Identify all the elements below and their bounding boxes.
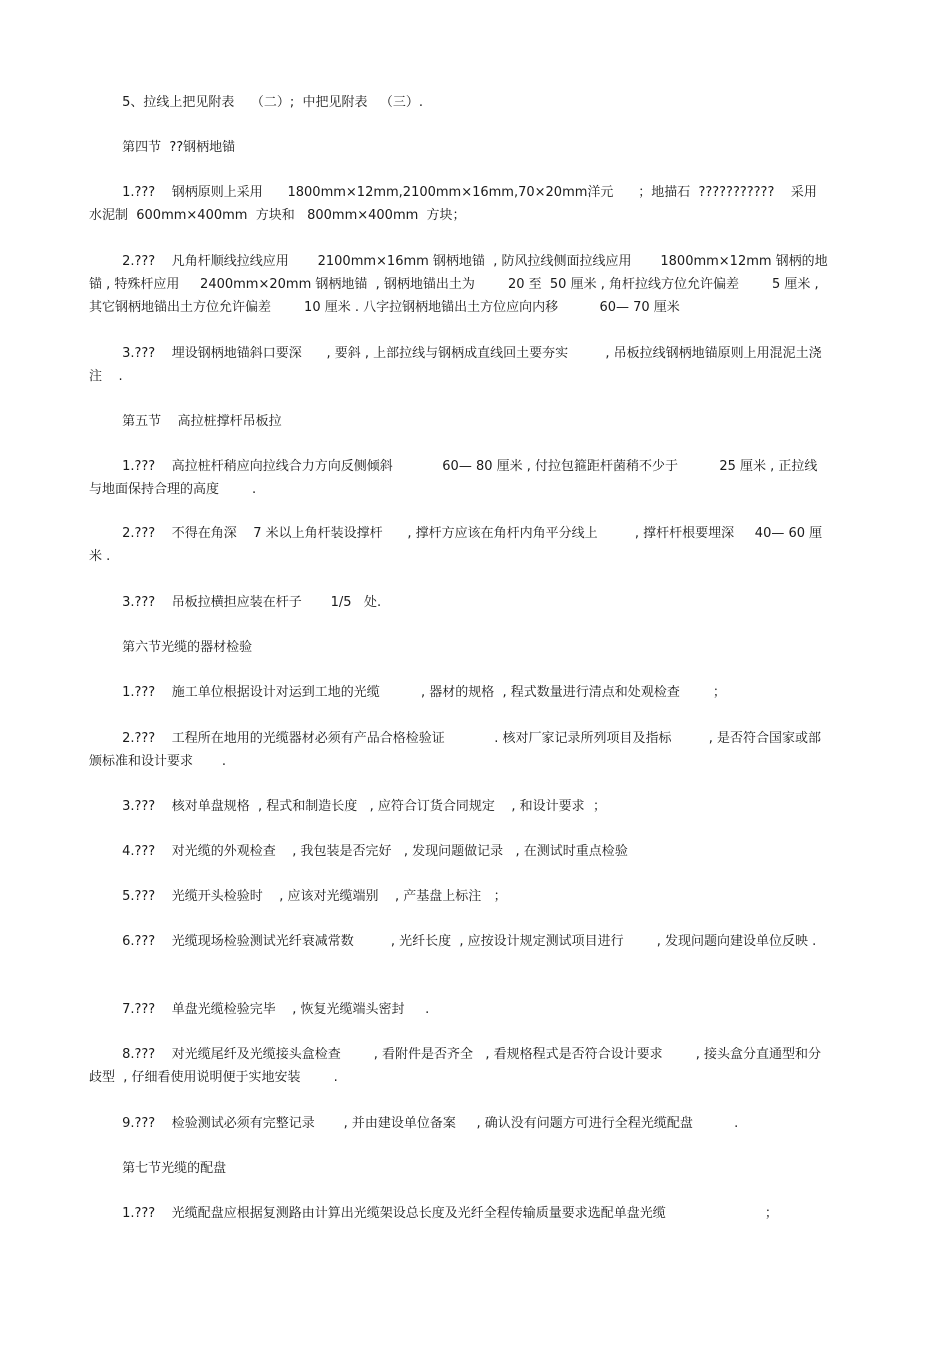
section-6-item-4: 4.??? 对光缆的外观检查 , 我包装是否完好 , 发现问题做记录 , 在测试时重点检验 [89,844,628,859]
section-5-heading: 第五节 高拉桩撑杆吊板拉 [89,414,282,429]
section-6-item-3: 3.??? 核对单盘规格 , 程式和制造长度 , 应符合订货合同规定 , 和设计要求 ； [89,799,606,814]
section-5-item-3: 3.??? 吊板拉横担应装在杆子 1/5 处. [89,595,382,610]
section-6-item-5: 5.??? 光缆开头检验时 , 应该对光缆端别 , 产基盘上标注 ； [89,889,507,904]
section-4-item-1: 1.??? 钢柄原则上采用 1800mm×12mm,2100mm×16mm,70×20mm洋元 ；地描石 ??????????? 采用水泥制 600mm×400mm 方块和 800mm×400mm 方块； [89,185,817,223]
section-5-item-1: 1.??? 高拉桩杆稍应向拉线合力方向反侧倾斜 60— 80 厘米 , 付拉包箍距杆菌稍不少于 25 厘米 , 正拉线与地面保持合理的高度 . [89,459,818,497]
section-6-item-6: 6.??? 光缆现场检验测试光纤衰减常数 , 光纤长度 , 应按设计规定测试项目进行 , 发现问题向建设单位反映 . [89,934,817,949]
section-6-heading: 第六节光缆的器材检验 [89,640,253,655]
section-6-item-9: 9.??? 检验测试必须有完整记录 , 并由建设单位备案 , 确认没有问题方可进行全程光缆配盘 . [89,1116,739,1131]
section-6-item-7: 7.??? 单盘光缆检验完毕 , 恢复光缆端头密封 . [89,1002,430,1017]
section-7-heading: 第七节光缆的配盘 [89,1161,227,1176]
section-5-item-2: 2.??? 不得在角深 7 米以上角杆装设撑杆 , 撑杆方应该在角杆内角平分线上 , 撑杆杆根要埋深 40— 60 厘米 . [89,526,823,564]
section-7-item-1: 1.??? 光缆配盘应根据复测路由计算出光缆架设总长度及光纤全程传输质量要求选配单盘光缆 ； [89,1206,778,1221]
section-6-item-1: 1.??? 施工单位根据设计对运到工地的光缆 , 器材的规格 , 程式数量进行清点和处观检查 ； [89,685,726,700]
section-4-item-2: 2.??? 凡角杆顺线拉线应用 2100mm×16mm 钢柄地锚 , 防风拉线侧面拉线应用 1800mm×12mm 钢柄的地锚 , 特殊杆应用 2400mm×20mm 钢柄地锚 , 钢柄地锚出土为 20 至 50 厘米 , 角杆拉线方位允许偏差 5 厘米 , 其它钢柄地锚出土方位允许偏差 10 厘米 . 八字拉钢柄地锚出土方位应向内移 60— 70 厘米 [89,254,828,315]
paragraph-fujian: 5、拉线上把见附表 （二）; 中把见附表 （三）. [89,95,424,110]
section-4-item-3: 3.??? 埋设钢柄地锚斜口要深 , 要斜 , 上部拉线与钢柄成直线回土要夯实 , 吊板拉线钢柄地锚原则上用混泥土浇注 . [89,346,822,384]
section-6-item-2: 2.??? 工程所在地用的光缆器材必须有产品合格检验证 . 核对厂家记录所列项目及指标 , 是否符合国家或部颁标准和设计要求 . [89,731,822,769]
section-4-heading: 第四节 ??钢柄地锚 [89,140,236,155]
section-6-item-8: 8.??? 对光缆尾纤及光缆接头盒检查 , 看附件是否齐全 , 看规格程式是否符合设计要求 , 接头盒分直通型和分歧型 , 仔细看使用说明便于实地安装 . [89,1047,822,1085]
